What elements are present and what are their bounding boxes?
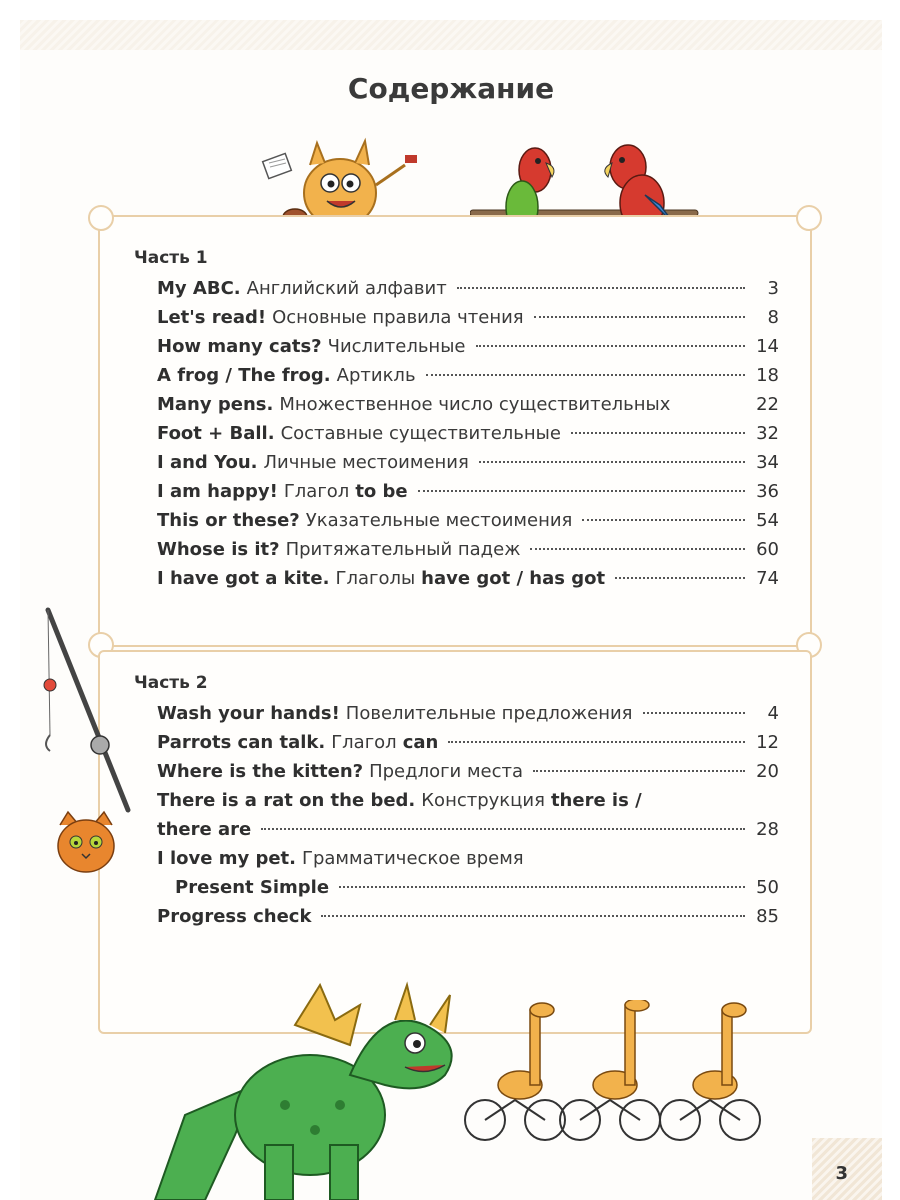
dragon-icon: [145, 965, 485, 1200]
toc-entry[interactable]: I am happy! Глагол to be 36: [157, 481, 779, 502]
toc-entry[interactable]: A frog / The frog. Артикль 18: [157, 365, 779, 386]
page: [20, 20, 882, 1200]
part1-title: Часть 1: [134, 248, 208, 268]
toc-entry[interactable]: Many pens. Множественное число существительных 22: [157, 394, 779, 415]
toc-entry[interactable]: This or these? Указательные местоимения 54: [157, 510, 779, 531]
toc-entry-continued[interactable]: Present Simple 50: [175, 877, 779, 898]
toc-entry[interactable]: Progress check 85: [157, 906, 779, 927]
toc-entry[interactable]: My ABC. Английский алфавит 3: [157, 278, 779, 299]
toc-entry[interactable]: There is a rat on the bed. Конструкция there is /: [157, 790, 642, 811]
page-number: 3: [835, 1163, 848, 1184]
frame-ornament: [88, 205, 114, 231]
page-number-box: [812, 1138, 882, 1200]
toc-entry[interactable]: How many cats? Числительные 14: [157, 336, 779, 357]
toc-entry[interactable]: Whose is it? Притяжательный падеж 60: [157, 539, 779, 560]
toc-entry[interactable]: Let's read! Основные правила чтения 8: [157, 307, 779, 328]
page-title: Содержание: [347, 72, 555, 105]
frame-ornament: [796, 205, 822, 231]
toc-entry[interactable]: I have got a kite. Глаголы have got / has got 74: [157, 568, 779, 589]
toc-entry-continued[interactable]: there are 28: [157, 819, 779, 840]
fishing-rod-icon: [28, 605, 138, 820]
cat-icon: [50, 810, 125, 880]
top-strip: [20, 20, 882, 50]
toc-entry[interactable]: Where is the kitten? Предлоги места 20: [157, 761, 779, 782]
part2-title: Часть 2: [134, 673, 208, 693]
toc-entry[interactable]: Foot + Ball. Составные существительные 32: [157, 423, 779, 444]
part1-toc: [157, 278, 779, 597]
toc-entry[interactable]: Wash your hands! Повелительные предложения 4: [157, 703, 779, 724]
giraffes-on-bicycles-icon: [450, 1000, 770, 1145]
part2-toc: [157, 703, 779, 935]
toc-entry[interactable]: I love my pet. Грамматическое время: [157, 848, 524, 869]
toc-entry[interactable]: I and You. Личные местоимения 34: [157, 452, 779, 473]
toc-entry[interactable]: Parrots can talk. Глагол can 12: [157, 732, 779, 753]
